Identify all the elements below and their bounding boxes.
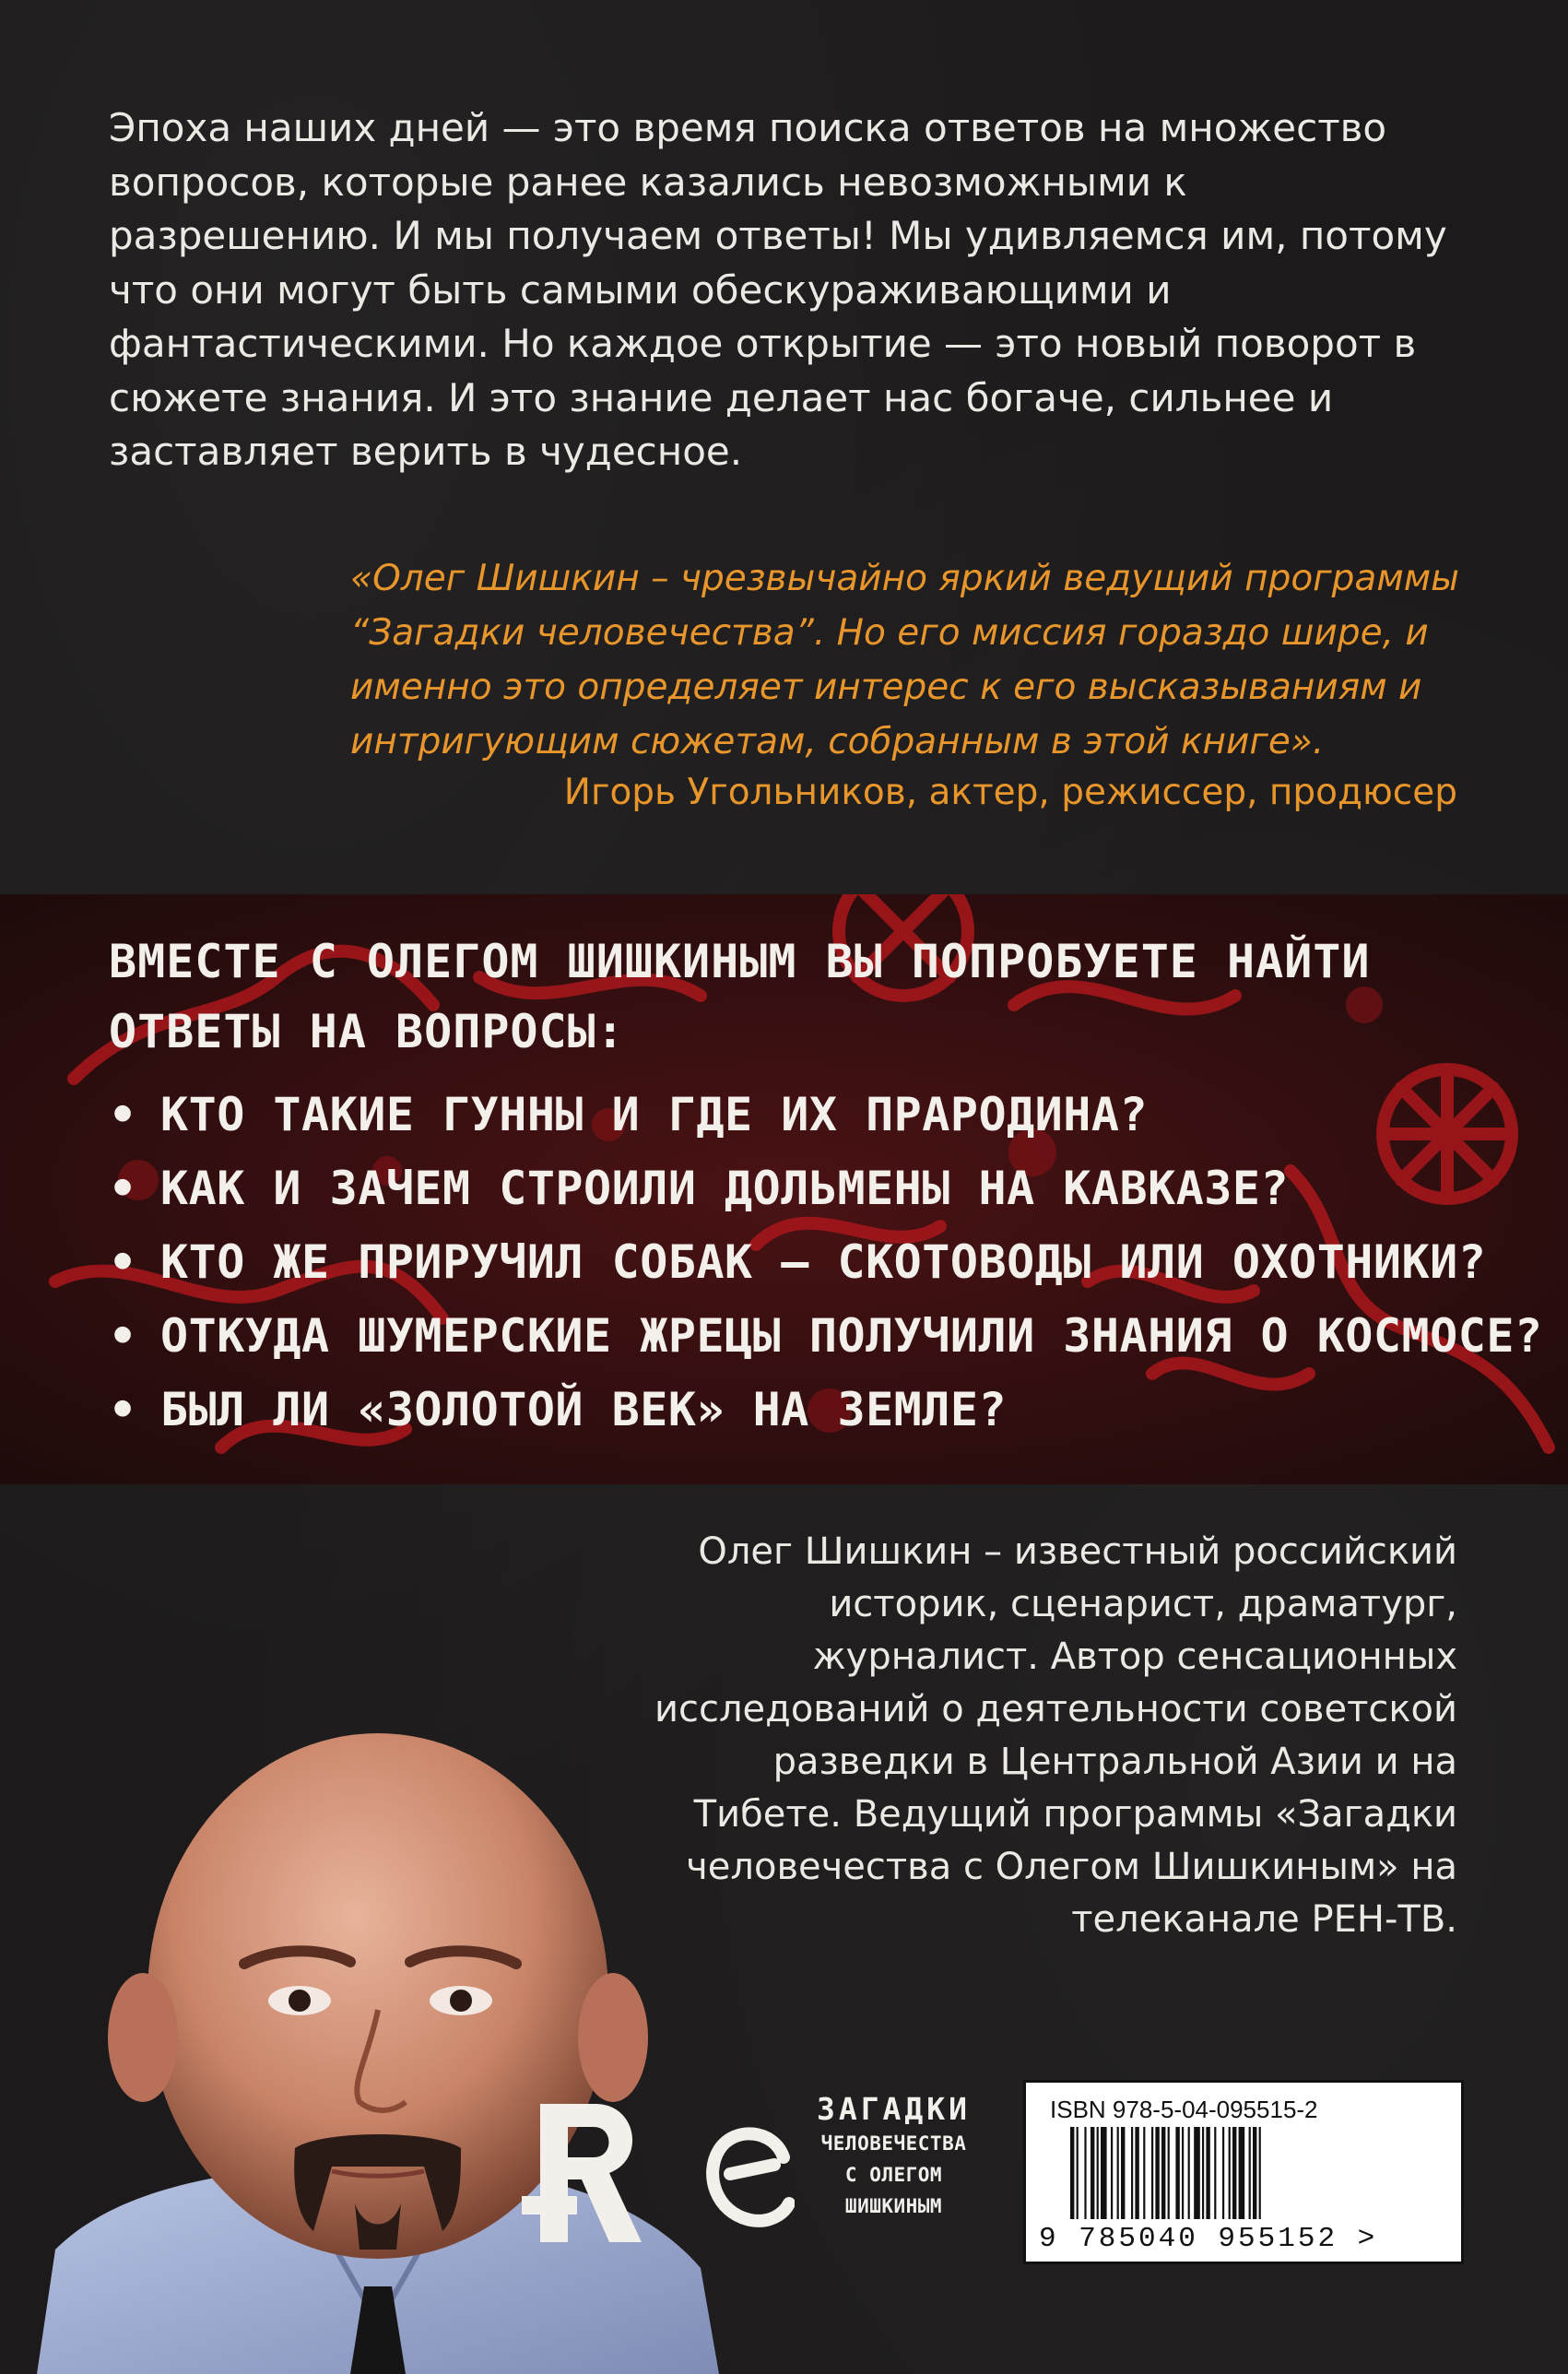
series-logo-line4: ШИШКИНЫМ [844, 2195, 943, 2217]
barcode-bar [1232, 2127, 1236, 2219]
questions-content [109, 927, 1547, 1447]
barcode-digits: 9 785040 955152 > [1039, 2223, 1378, 2255]
barcode-bar [1202, 2127, 1204, 2219]
barcode-bar [1214, 2127, 1216, 2219]
series-logo-line3: С ОЛЕГОМ [844, 2164, 943, 2186]
questions-band [0, 894, 1568, 1484]
barcode-bar [1259, 2127, 1261, 2219]
barcode-bar [1194, 2127, 1200, 2219]
list-item [109, 1225, 1547, 1299]
isbn-barcode [1023, 2080, 1464, 2264]
barcode-bar [1222, 2127, 1224, 2219]
barcode-bar [1101, 2127, 1107, 2219]
barcode-bar [1206, 2127, 1209, 2219]
quote-text: «Олег Шишкин – чрезвычайно яркий ведущий программы “Загадки человечества”. Но его миссия гораздо шире, и именно это определяет интерес к его высказываниям и интригующим сюжетам, собранным в этой книге». [350, 558, 1459, 762]
barcode-bar [1084, 2127, 1086, 2219]
barcode-bar [1175, 2127, 1179, 2219]
barcode-bar [1229, 2127, 1231, 2219]
list-item [109, 1299, 1547, 1373]
series-logo-line1: ЗАГАДКИ [816, 2091, 972, 2127]
ren-tv-logo-icon [522, 2095, 651, 2251]
barcode-bar [1249, 2127, 1251, 2219]
quote-attribution: Игорь Угольников, актер, режиссер, продюсер [563, 772, 1457, 813]
intro-paragraph: Эпоха наших дней — это время поиска ответов на множество вопросов, которые ранее казались невозможными к разрешению. И мы получаем ответы! Мы удивляемся им, потому что они могут быть самыми обескураживающими и фантастическими. Но каждое открытие — это новый поворот в сюжете знания. И это знание делает нас богаче, сильнее и заставляет верить в чудесное. [109, 105, 1447, 474]
barcode-bars [1070, 2127, 1430, 2219]
bullet: • [109, 1235, 137, 1289]
barcode-bar [1161, 2127, 1165, 2219]
barcode-bar [1253, 2127, 1256, 2219]
bullet: • [109, 1383, 137, 1436]
barcode-bar [1182, 2127, 1184, 2219]
barcode-bar [1070, 2127, 1074, 2219]
barcode-bar [1091, 2127, 1094, 2219]
barcode-bar [1097, 2127, 1099, 2219]
barcode-bar [1168, 2127, 1170, 2219]
barcode-bar [1077, 2127, 1079, 2219]
bullet: • [109, 1162, 137, 1215]
bullet: • [109, 1088, 137, 1141]
author-bio: Олег Шишкин – известный российский историк, сценарист, драматург, журналист. Автор сенсационных исследований о деятельности советской разведки в Центральной Азии и на Тибете. Ведущий программы «Загадки человечества с Олегом Шишкиным» на телеканале РЕН-ТВ. [654, 1530, 1457, 1941]
barcode-bar [1135, 2127, 1138, 2219]
question-text: БЫЛ ЛИ «ЗОЛОТОЙ ВЕК» НА ЗЕМЛЕ? [160, 1383, 1008, 1436]
barcode-bar [1239, 2127, 1245, 2219]
list-item [109, 1373, 1547, 1447]
bullet: • [109, 1309, 137, 1363]
barcode-bar [1117, 2127, 1119, 2219]
isbn-text: ISBN 978-5-04-095515-2 [1050, 2096, 1318, 2123]
questions-list [109, 1078, 1547, 1447]
barcode-bar [1143, 2127, 1145, 2219]
list-item [109, 1152, 1547, 1225]
eksmo-logo-icon [702, 2120, 795, 2231]
series-logo-line2: ЧЕЛОВЕЧЕСТВА [820, 2132, 967, 2155]
barcode-bar [1111, 2127, 1113, 2219]
question-text: КТО ЖЕ ПРИРУЧИЛ СОБАК – СКОТОВОДЫ ИЛИ ОХОТНИКИ? [160, 1235, 1487, 1289]
question-text: КАК И ЗАЧЕМ СТРОИЛИ ДОЛЬМЕНЫ НА КАВКАЗЕ? [160, 1162, 1290, 1215]
barcode-bar [1151, 2127, 1153, 2219]
author-portrait [0, 1733, 756, 2374]
question-text: ОТКУДА ШУМЕРСКИЕ ЖРЕЦЫ ПОЛУЧИЛИ ЗНАНИЯ О КОСМОСЕ? [160, 1309, 1543, 1363]
barcode-bar [1131, 2127, 1133, 2219]
barcode-bar [1155, 2127, 1159, 2219]
questions-heading: ВМЕСТЕ С ОЛЕГОМ ШИШКИНЫМ ВЫ ПОПРОБУЕТЕ НАЙТИ ОТВЕТЫ НА ВОПРОСЫ: [109, 935, 1371, 1058]
series-logo [813, 2091, 974, 2222]
barcode-bar [1188, 2127, 1190, 2219]
list-item [109, 1078, 1547, 1152]
question-text: КТО ТАКИЕ ГУННЫ И ГДЕ ИХ ПРАРОДИНА? [160, 1088, 1149, 1141]
barcode-bar [1121, 2127, 1125, 2219]
